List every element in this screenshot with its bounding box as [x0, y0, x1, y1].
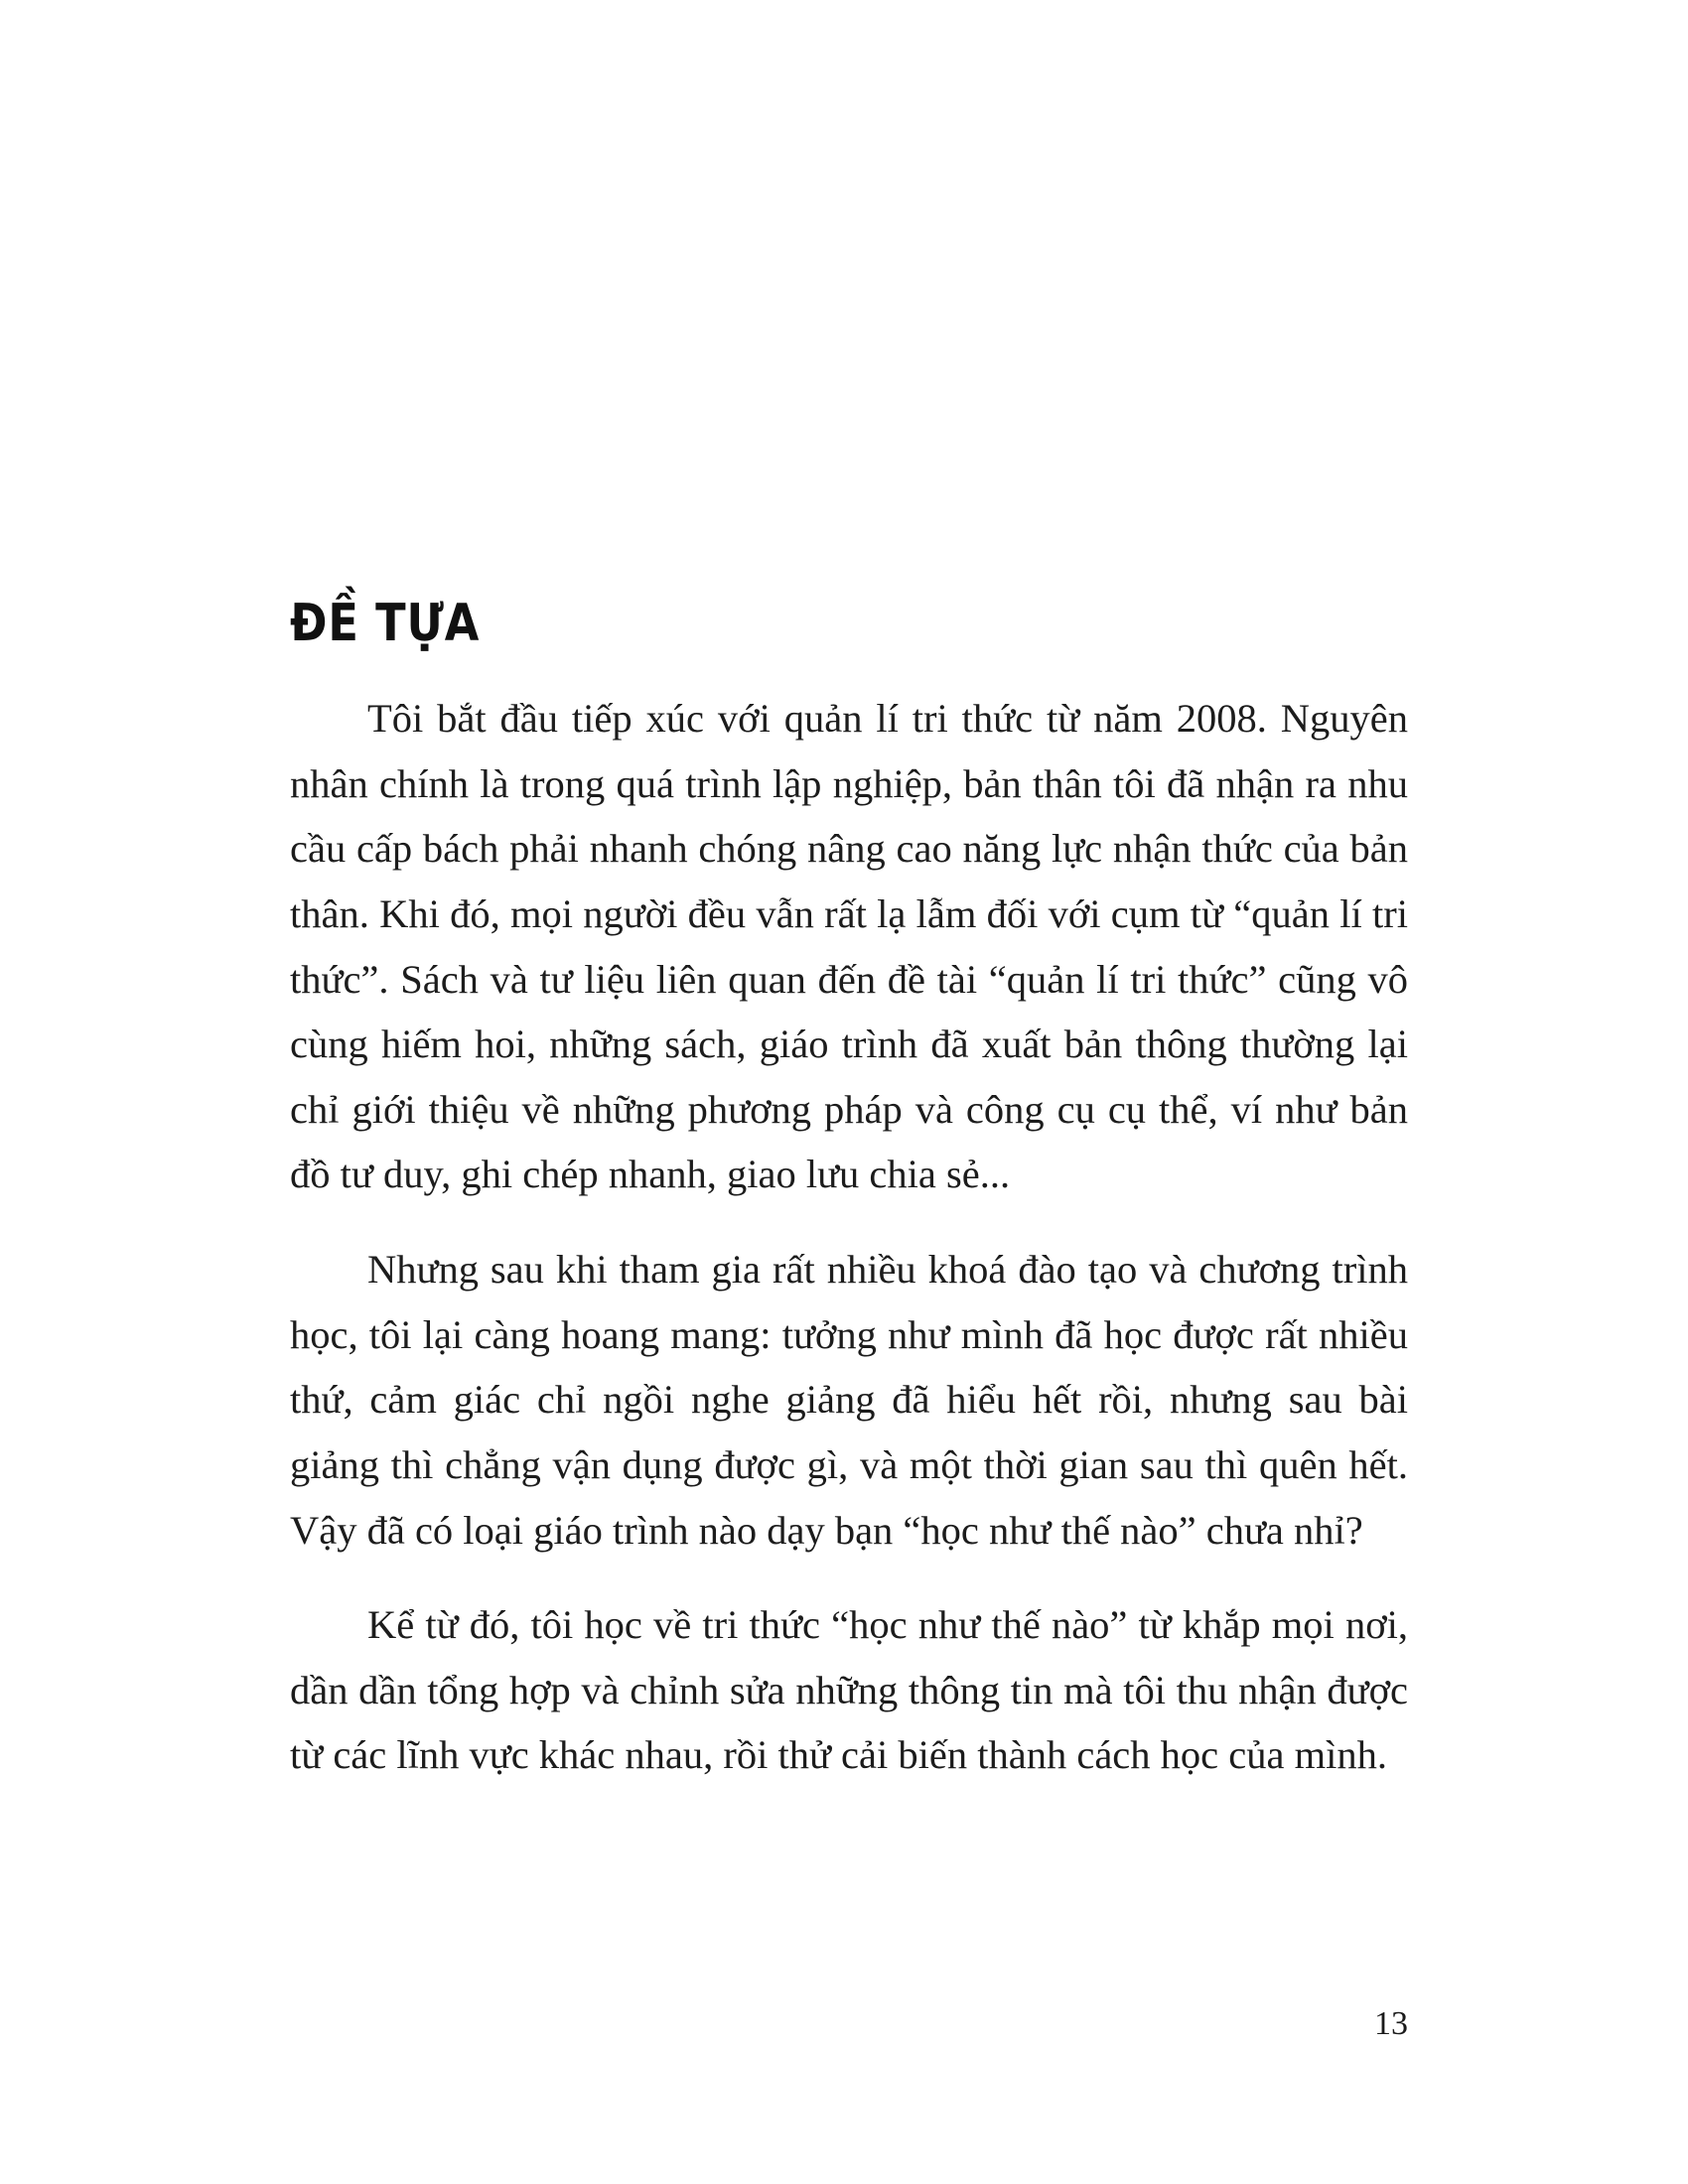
body-paragraph-3: Kể từ đó, tôi học về tri thức “học như thế nào” từ khắp mọi nơi, dần dần tổng hợp và chỉnh sửa những thông tin mà tôi thu nhận được từ các lĩnh vực khác nhau, rồi thử cải biến thành cách học của mình. [290, 1602, 1408, 1778]
page-title: ĐỀ TỰA [290, 594, 481, 653]
page-number: 13 [1374, 2005, 1408, 2042]
body-paragraph-1: Tôi bắt đầu tiếp xúc với quản lí tri thức từ năm 2008. Nguyên nhân chính là trong quá trình lập nghiệp, bản thân tôi đã nhận ra nhu cầu cấp bách phải nhanh chóng nâng cao năng lực nhận thức của bản thân. Khi đó, mọi người đều vẫn rất lạ lẫm đối với cụm từ “quản lí tri thức”. Sách và tư liệu liên quan đến đề tài “quản lí tri thức” cũng vô cùng hiếm hoi, những sách, giáo trình đã xuất bản thông thường lại chỉ giới thiệu về những phương pháp và công cụ cụ thể, ví như bản đồ tư duy, ghi chép nhanh, giao lưu chia sẻ... [290, 696, 1408, 1197]
body-paragraph-2: Nhưng sau khi tham gia rất nhiều khoá đào tạo và chương trình học, tôi lại càng hoang mang: tưởng như mình đã học được rất nhiều thứ, cảm giác chỉ ngồi nghe giảng đã hiểu hết rồi, nhưng sau bài giảng thì chẳng vận dụng được gì, và một thời gian sau thì quên hết. Vậy đã có loại giáo trình nào dạy bạn “học như thế nào” chưa nhỉ? [290, 1247, 1408, 1553]
page-content [290, 596, 1408, 1788]
